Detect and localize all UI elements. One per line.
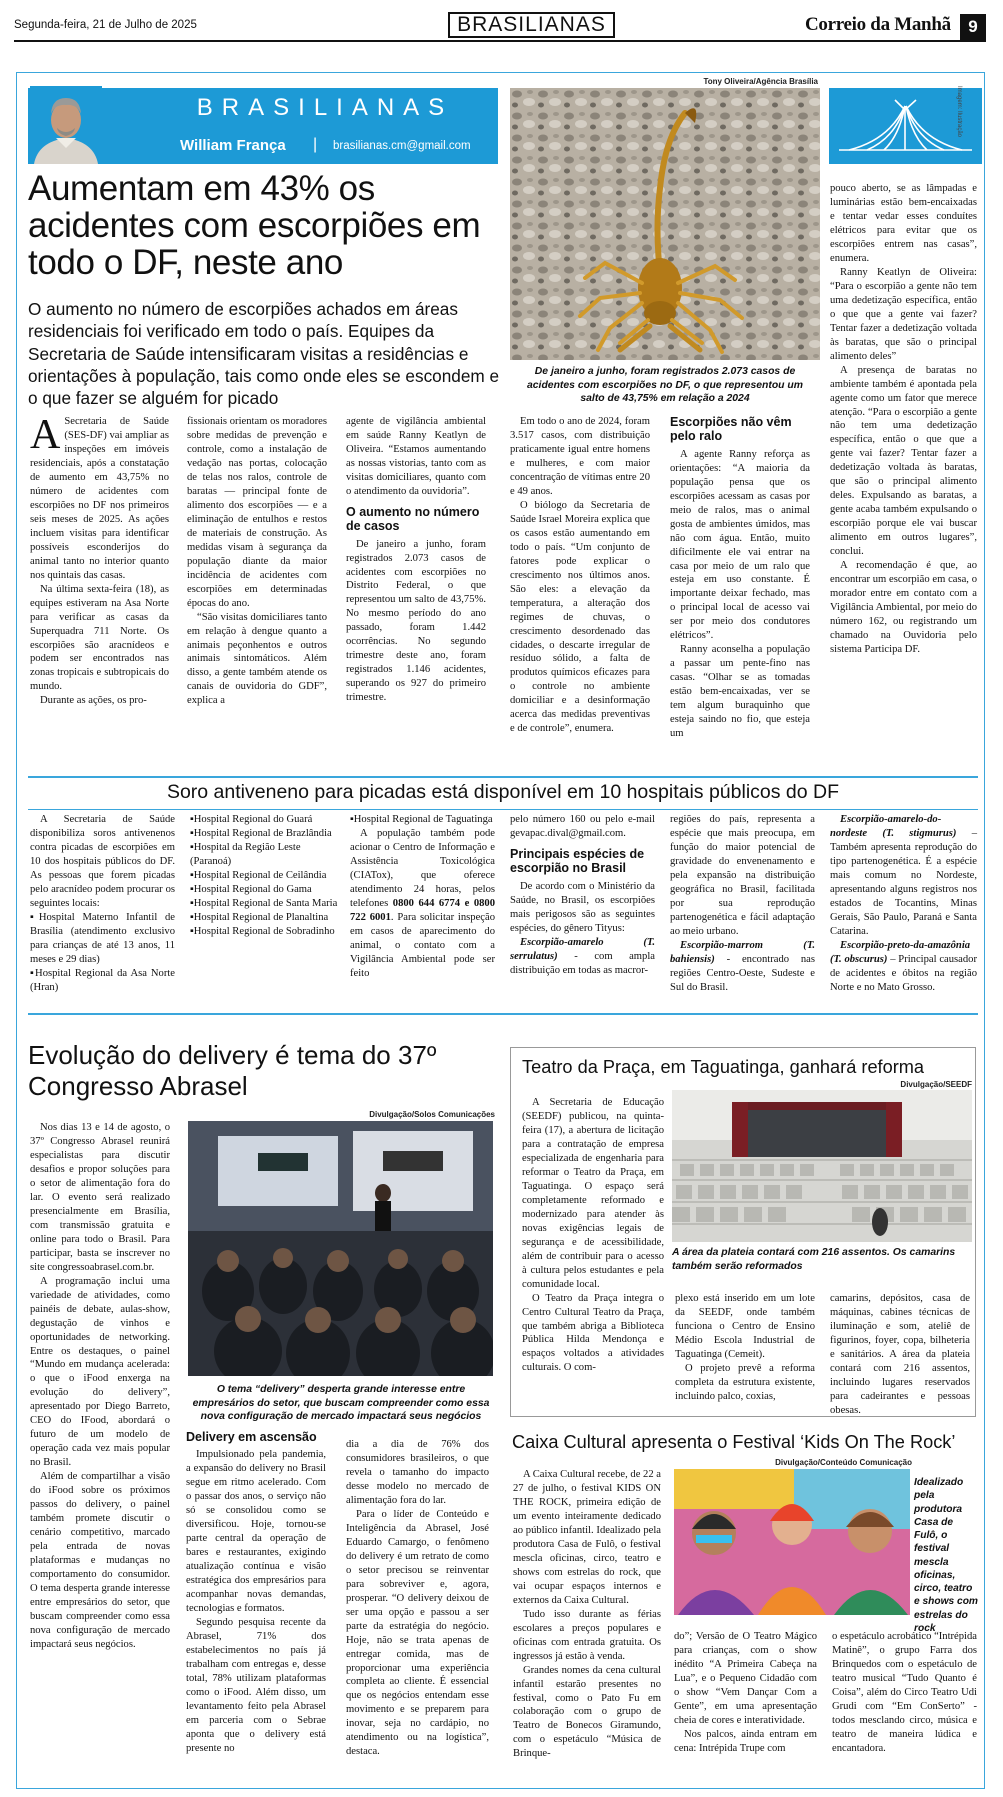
kids-paragraph: o espetáculo acrobático “Intrépida Matinê”, o grupo Farra dos Brinquedos com o espetáculo de teatro musical “Tudo Quanto é Coisa”, além do Circo Teatro Udi Grudi com “Em ConSerto” - todos mesclando circo, música e teatro de maneira lúdica e encantadora. bbox=[832, 1631, 978, 1754]
hospital-item: ▪Hospital Regional de Santa Maria bbox=[190, 897, 338, 909]
delivery-headline: Evolução do delivery é tema do 37º Congresso Abrasel bbox=[28, 1040, 437, 1101]
header-section: BRASILIANAS bbox=[448, 12, 615, 38]
lead-paragraph: fissionais orientam os moradores sobre medidas de prevenção e controle, como a instalação de vedação nas portas, colocação de telas nos ralos, controle de baratas — principal fonte de alimento dos escorpiões — e a eliminação de entulhos e restos de materiais de construção. As medidas visam à segurança da população diante da maior incidência de acidentes com escorpiões em determinadas épocas do ano. bbox=[187, 416, 327, 609]
delivery-paragraph: Segundo pesquisa recente da Abrasel, 71% dos estabelecimentos no país já trabalham com entregas e, desse total, 78% utilizam plataformas como o iFood. Além disso, um levantamento feito pela Abrasel em parceria com o Sebrae aponta que o delivery está presente no bbox=[186, 1617, 326, 1754]
delivery-column-2 bbox=[186, 1430, 326, 1756]
lead-headline: Aumentam em 43% os acidentes com escorpiões em todo o DF, neste ano bbox=[28, 169, 481, 283]
soro-paragraph-text: . Para solicitar inspeção em casos de aparecimento do animal, o contato com a Vigilância Ambiental pode ser feito bbox=[350, 911, 495, 979]
hospital-item: ▪Hospital da Região Leste (Paranoá) bbox=[190, 841, 301, 867]
kids-paragraph: A Caixa Cultural recebe, de 22 a 27 de julho, o festival KIDS ON THE ROCK, primeira edição de um evento inteiramente dedicado ao público infantil. Idealizado pela produtora Casa de Fulô, o festival mescla oficinas, circo, teatro e shows com estrelas do rock, que vai ocupar espaços internos e externos da Caixa Cultural. bbox=[513, 1469, 661, 1606]
delivery-paragraph: A programação inclui uma variedade de atividades, como painéis de debate, aulas-show, degustação de vinhos e oportunidades de networking. Entre os destaques, o painel “Mundo em mudança acelerada: o que o iFood enxerga na evolução do delivery”, apresentado por Diego Barreto, CEO do IFood, abordará o futuro de um modelo de operação cada vez mais popular no Brasil. bbox=[30, 1275, 170, 1469]
delivery-paragraph: Impulsionado pela pandemia, a expansão do delivery no Brasil segue em ritmo acelerado. Com o passar dos anos, o serviço não só se consolidou como se diversificou. Hoje, tornou-se parte central da operação de bares e restaurantes, exigindo atualização contínua e visão estratégica dos empresários para acompanhar novas demandas, tecnologias e formatos. bbox=[186, 1449, 326, 1615]
lead-paragraph: Durante as ações, os pro- bbox=[40, 695, 147, 707]
hospital-item: ▪Hospital Materno Infantil de Brasília (atendimento exclusivo para crianças de até 13 anos, 11 meses e 29 dias) bbox=[30, 911, 175, 965]
soro-column-3 bbox=[350, 813, 495, 981]
soro-column-6 bbox=[830, 813, 977, 995]
lead-paragraph: pouco aberto, se as lâmpadas e luminárias estão bem-encaixadas e tentar vedar esses conduítes elétricos para evitar que os escorpiões entrem nas casas”, enumera. bbox=[830, 183, 977, 264]
soro-paragraph-text: A população também pode acionar o Centro de Informação e Assistência Toxicológica (CIATox), que oferece atendimento 24 horas, pelos telefones bbox=[350, 827, 495, 909]
festival-photo bbox=[674, 1469, 910, 1615]
column-name: BRASILIANAS bbox=[196, 94, 454, 121]
delivery-paragraph: dia a dia de 76% dos consumidores brasileiros, o que revela o tamanho do impacto desse modelo no mercado de alimentação fora do lar. bbox=[346, 1439, 489, 1506]
subheading: Escorpiões não vêm pelo ralo bbox=[670, 415, 792, 444]
teatro-headline: Teatro da Praça, em Taguatinga, ganhará reforma bbox=[522, 1057, 925, 1077]
phone-numbers: 0800 644 6774 e 0800 722 6001 bbox=[350, 897, 496, 923]
soro-column-2 bbox=[190, 813, 340, 939]
subheading: O aumento no número de casos bbox=[346, 504, 480, 534]
author-photo bbox=[30, 86, 102, 164]
delivery-paragraph: Para o líder de Conteúdo e Inteligência da Abrasel, José Eduardo Camargo, o fenômeno do delivery é um retrato de como o setor precisou se reinventar para sobreviver e, agora, prosperar. “O delivery deixou de ser uma opção e passou a ser parte da estratégia do negócio. Hoje, não se trata apenas de entregar comida, mas de proporcionar uma experiência completa ao cliente. É essencial que os negócios entendam esse movimento e se preparem para inovar, seja no cardápio, no atendimento ou na logística”, destaca. bbox=[346, 1508, 489, 1758]
teatro-paragraph: camarins, depósitos, casa de máquinas, cabines técnicas de iluminação e som, ateliê de figurinos, foyer, copa, bilheteria e sanitários. A área da plateia contará com 216 assentos, incluindo lugares reservados para cadeirantes e pessoas obesas. bbox=[830, 1293, 970, 1416]
delivery-paragraph: Nos dias 13 e 14 de agosto, o 37º Congresso Abrasel reunirá especialistas para discutir desafios e propor soluções para o setor de alimentação fora do lar. O evento será realizado presencialmente em Brasília, com transmissão gratuita e online para todo o Brasil. Para participar, basta se inscrever no site congressoabrasel.com.br. bbox=[30, 1122, 170, 1273]
soro-paragraph bbox=[350, 827, 495, 981]
column-separator: | bbox=[313, 136, 318, 153]
species-entry bbox=[510, 936, 655, 978]
hospital-item: ▪Hospital Regional de Sobradinho bbox=[190, 925, 335, 937]
delivery-paragraph: Além de compartilhar a visão do iFood sobre os próximos passos do delivery, o painel também promete discutir o cenário competitivo, marcado pela entrada de novas plataformas e mudanças no comportamento do consumidor. O tema desperta grande interesse entre empresários do setor, que buscam compreender como essa nova configuração de mercado impactará seus negócios. bbox=[30, 1471, 171, 1650]
teatro-paragraph: plexo está inserido em um lote da SEEDF, onde também funciona o Centro de Ensino Médio Escola Industrial de Taguatinga (Cemeit). bbox=[675, 1293, 815, 1360]
hospital-item: ▪Hospital Regional de Taguatinga bbox=[350, 814, 493, 825]
lead-paragraph: Em todo o ano de 2024, foram 3.517 casos, com distribuição praticamente igual entre homens e mulheres, e com maior concentração de vítimas entre 20 e 49 anos. bbox=[510, 416, 650, 497]
teatro-column-1 bbox=[522, 1096, 664, 1375]
kids-paragraph: do”; Versão de O Teatro Mágico para crianças, com o show inédito “A Primeira Cabeça na Lua”, e o Pequeno Cidadão com o show “Vem Dançar Com a Gente”, em uma apresentação cheia de cores e interatividade. bbox=[674, 1631, 817, 1726]
species-entry bbox=[830, 939, 977, 995]
species-name: Escorpião-preto-da-amazônia (T. obscurus) bbox=[830, 939, 971, 965]
species-name: Escorpião-amarelo (T. serrulatus) bbox=[510, 936, 655, 962]
soro-column-1 bbox=[30, 813, 175, 995]
congress-photo bbox=[188, 1121, 493, 1376]
soro-bottom-rule bbox=[28, 1013, 978, 1015]
lead-paragraph: Secretaria de Saúde (SES-DF) vai ampliar as inspeções em imóveis residenciais, após a constatação de aumento em 43,75% no número de acidentes com escorpiões no DF nos primeiros seis meses de 2025. As ações incluem visitas para identificar possíveis esconderijos do animal tanto no interior quanto nos quintais das casas. bbox=[30, 416, 169, 581]
subheading: Delivery em ascensão bbox=[186, 1430, 317, 1444]
subheading: Principais espécies de escorpião no Brasil bbox=[510, 846, 645, 876]
hospital-item: ▪Hospital Regional de Planaltina bbox=[190, 911, 329, 923]
lead-paragraph: agente de vigilância ambiental em saúde Ranny Keatlyn de Oliveira. “Estamos aumentando as nossas vistorias, tanto com as visitas domiciliares, quanto com o atendimento da ouvidoria”. bbox=[346, 416, 486, 497]
kids-column-2 bbox=[674, 1630, 817, 1756]
species-desc: - encontrado nas regiões Centro-Oeste, Sudeste e Sul do Brasil. bbox=[670, 953, 815, 993]
soro-headline: Soro antiveneno para picadas está disponível em 10 hospitais públicos do DF bbox=[166, 781, 840, 803]
lead-paragraph: A agente Ranny reforça as orientações: “A maioria da população pensa que os escorpiões acessam as casas por meio de ralos, mas o animal gosta de ambientes úmidos, mas não com água. Então, muito dificilmente ele vai entrar na casa por meio de um ralo que esteja em uso constante. É importante deixar fechado, mas o principal local de acesso vai ser por meio dos condutores elétricos”. bbox=[670, 448, 810, 642]
drop-cap: A bbox=[30, 412, 61, 458]
lead-column-2 bbox=[187, 415, 327, 708]
teatro-column-3 bbox=[830, 1292, 970, 1418]
teatro-column-2 bbox=[675, 1292, 815, 1404]
lead-column-1 bbox=[30, 412, 169, 708]
lead-column-3 bbox=[346, 415, 486, 705]
kids-column-1 bbox=[513, 1468, 661, 1761]
theater-photo bbox=[672, 1090, 972, 1242]
teatro-photo-credit: Divulgação/SEEDF bbox=[900, 1080, 972, 1089]
teatro-paragraph: A Secretaria de Educação (SEEDF) publicou, na quinta-feira (17), a abertura de licitação para a contratação de empresa especializada de engenharia para reformar o Teatro da Praça, em Taguatinga. O espaço será completamente reformado e modernizado para atender às novas exigências legais de segurança e de acessibilidade, além de contribuir para o acesso à cultura pelos estudantes e pela comunidade local. bbox=[522, 1097, 664, 1290]
lead-paragraph: Ranny Keatlyn de Oliveira: “Para o escorpião a gente não tem uma dedetização específica, então o que que a gente vai fazer? Tentar fazer a dedetização voltada às baratas, que são o principal alimento deles” bbox=[830, 266, 977, 362]
lead-column-4 bbox=[510, 415, 650, 736]
teatro-photo-caption: A área da plateia contará com 216 assentos. Os camarins também serão reformados bbox=[672, 1247, 956, 1272]
header-rule bbox=[14, 40, 986, 42]
vertical-credit: Imagem: Ilustração bbox=[956, 86, 962, 138]
soro-column-5 bbox=[670, 813, 815, 995]
lead-paragraph: Ranny aconselha a população a passar um pente-fino nas casas. “Olhar se as tomadas estão bem-encaixadas, ver se tem algum buraquinho que esteja saindo no fio, que esteja um bbox=[670, 644, 810, 740]
kids-paragraph: Grandes nomes da cena cultural infantil estarão presentes no festival, como o Pato Fu em colaboração com o grupo de Teatro de Bonecos Giramundo, com o espetáculo “Música de Brinque- bbox=[513, 1664, 661, 1760]
lead-column-6 bbox=[830, 182, 977, 657]
hospital-item: ▪Hospital Regional da Asa Norte (Hran) bbox=[30, 967, 175, 993]
kids-paragraph: Nos palcos, ainda entram em cena: Intrépida Trupe com bbox=[674, 1728, 817, 1754]
lead-paragraph: A recomendação é que, ao encontrar um escorpião em casa, o morador entre em contato com a Vigilância Ambiental, por meio do número 162, ou registrando um chamado na Ouvidoria pelo sistema Participa DF. bbox=[830, 560, 977, 655]
species-name: Escorpião-marrom (T. bahiensis) bbox=[670, 939, 815, 965]
soro-paragraph: De acordo com o Ministério da Saúde, no Brasil, os escorpiões mais perigosos são as seguintes espécies, do gênero Tityus: bbox=[510, 880, 655, 934]
lead-paragraph: “São visitas domiciliares tanto em relação à dengue quanto a animais peçonhentos e outros animais sintomáticos. Além disso, a gente também atende os canais de ouvidoria do GDF”, explica a bbox=[187, 611, 327, 707]
header-paper-name: Correio da Manhã bbox=[805, 14, 951, 35]
species-desc: – Principal causador de acidentes e óbitos na região Norte e no Mato Grosso. bbox=[830, 953, 977, 993]
column-email[interactable]: brasilianas.cm@gmail.com bbox=[333, 140, 471, 152]
lead-paragraph: De janeiro a junho, foram registrados 2.073 casos de acidentes com escorpiões no Distrito Federal, o que representou um salto de 43,75%. No mesmo período do ano passado, foram 1.442 ocorrências. No segundo trimestre deste ano, foram registrados 1.146 acidentes, superando os 927 do primeiro trimestre. bbox=[346, 538, 486, 704]
hospital-item: ▪Hospital Regional do Gama bbox=[190, 883, 312, 895]
species-desc: - com ampla distribuição em todas as macror- bbox=[510, 950, 655, 976]
lead-photo-credit: Tony Oliveira/Agência Brasília bbox=[703, 77, 818, 86]
scorpion-photo bbox=[510, 88, 820, 360]
delivery-column-1 bbox=[30, 1121, 170, 1652]
lead-paragraph: Na última sexta-feira (18), as equipes estiveram na Asa Norte para verificar as casas da Superquadra 711 Norte. Os escorpiões são aracnídeos e podem ser encontrados nas zonas tropicais e subtropicais do mundo. bbox=[30, 583, 169, 693]
lead-paragraph: O biólogo da Secretaria de Saúde Israel Moreira explica que os casos estão aumentando em todo o país. “Um conjunto de fatores pode explicar o crescimento nos últimos anos. São eles: a elevação da temperatura, a alteração dos regimes de chuvas, o crescimento desordenado das cidades, o descarte irregular de resíduo sólido, a falta de produtos químicos eficazes para o controle no ambiente domiciliar e a desinformação acerca das medidas preventivas e de controle”, enumera. bbox=[510, 499, 651, 735]
lead-paragraph: A presença de baratas no ambiente também é apontada pela agente como um fator que merece atenção. “Para o escorpião a gente não tem uma dedetização específica, então o que que a gente vai fazer? Tentar fazer a dedetização voltada às baratas, que são o principal alimento deles. Expulsando as baratas, a gente acaba também expulsando o escorpião porque ele vai buscar alimento em outros lugares”, conclui. bbox=[830, 364, 977, 558]
delivery-photo-caption: O tema “delivery” desperta grande interesse entre empresários do setor, que buscam compreender como essa nova configuração de mercado impactará seus negócios bbox=[192, 1384, 490, 1423]
species-desc: – Também apresenta reprodução do tipo partenogenética. É a espécie mais comum no Nordeste, apresentando alguns registros nos estados de Tocantins, Minas Gerais, São Paulo, Paraná e Santa Catarina. bbox=[830, 827, 977, 937]
soro-paragraph: pelo número 160 ou pelo e-mail gevapac.dival@gmail.com. bbox=[510, 814, 655, 839]
species-entry bbox=[830, 813, 977, 939]
species-name: Escorpião-amarelo-do-nordeste (T. stigmurus) bbox=[830, 814, 957, 839]
column-author: William França bbox=[180, 137, 286, 154]
soro-title-rule bbox=[28, 809, 978, 810]
lead-photo-caption: De janeiro a junho, foram registrados 2.073 casos de acidentes com escorpiões no DF, o que representou um salto de 43,75% em relação a 2024 bbox=[527, 366, 803, 405]
hospital-item: ▪Hospital Regional de Ceilândia bbox=[190, 869, 327, 881]
kids-paragraph: Tudo isso durante as férias escolares a preços populares e oficinas com entrada gratuita. Os ingressos já estão à venda. bbox=[513, 1608, 661, 1662]
teatro-paragraph: O projeto prevê a reforma completa da estrutura existente, incluindo palco, coxias, bbox=[675, 1362, 815, 1402]
kids-photo-caption: Idealizado pela produtora Casa de Fulô, o festival mescla oficinas, circo, teatro e shows com estrelas do rock bbox=[914, 1477, 978, 1634]
lead-subtitle: O aumento no número de escorpiões achados em áreas residenciais foi verificado em todo o país. Equipes da Secretaria de Saúde intensificaram visitas a residências e orientações à população, tais como onde eles se escondem e o que fazer se alguém for picado bbox=[28, 299, 500, 409]
lead-column-5 bbox=[670, 415, 810, 741]
page-number: 9 bbox=[960, 14, 986, 40]
delivery-column-3 bbox=[346, 1438, 489, 1759]
species-entry bbox=[670, 939, 815, 995]
soro-paragraph: regiões do país, representa a espécie que mais preocupa, em função do maior potencial de gravidade do envenenamento e pela expansão na distribuição geográfica no Brasil, facilitada por sua reprodução partenogenética e fácil adaptação ao meio urbano. bbox=[670, 814, 815, 937]
kids-column-3 bbox=[832, 1630, 977, 1756]
header-date: Segunda-feira, 21 de Julho de 2025 bbox=[14, 19, 197, 31]
kids-headline: Caixa Cultural apresenta o Festival ‘Kids On The Rock’ bbox=[512, 1432, 956, 1452]
teatro-paragraph: O Teatro da Praça integra o Centro Cultural Teatro da Praça, que também abriga a Biblioteca Pública Hilda Mendonça e espaços voltados a atividades culturais. O com- bbox=[522, 1292, 664, 1374]
hospital-item: ▪Hospital Regional do Guará bbox=[190, 814, 313, 825]
kids-photo-credit: Divulgação/Conteúdo Comunicação bbox=[775, 1458, 912, 1467]
soro-paragraph: A Secretaria de Saúde disponibiliza soros antivenenos contra picadas de escorpiões em 10 dos hospitais públicos do DF. As pessoas que forem picadas pelo aracnídeo podem procurar os seguintes locais: bbox=[30, 814, 175, 909]
hospital-item: ▪Hospital Regional de Brazlândia bbox=[190, 827, 332, 839]
soro-column-4 bbox=[510, 813, 655, 977]
delivery-photo-credit: Divulgação/Solos Comunicações bbox=[369, 1110, 495, 1119]
